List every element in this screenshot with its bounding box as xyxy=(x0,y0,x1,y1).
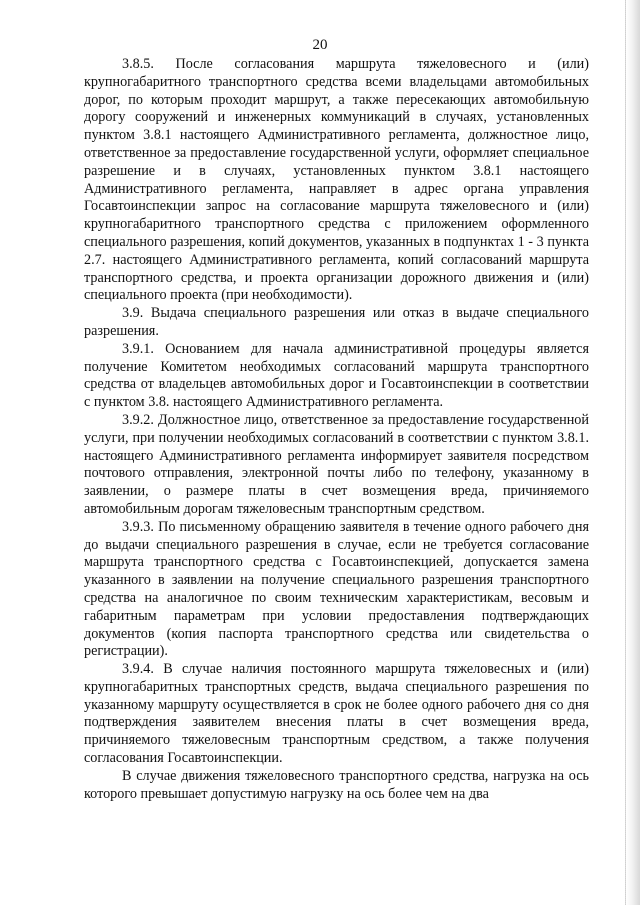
paragraph-3-9-3: 3.9.3. По письменному обращению заявителя в течение одного рабочего дня до выдачи специального разрешения в случае, если не требуется согласование маршрута транспортного средства с Госавтоинспекцией, допускается замена указанного в заявлении на получение специального разрешения транспортного средства на аналогичное по своим техническим характеристикам, весовым и габаритным параметрам при условии предоставления подтверждающих документов (копия паспорта транспортного средства или свидетельства о регистрации). xyxy=(84,518,589,660)
page-number: 20 xyxy=(312,37,328,53)
paragraph-heavy-vehicle: В случае движения тяжеловесного транспортного средства, нагрузка на ось которого превышает допустимую нагрузку на ось более чем на два xyxy=(84,767,589,802)
paragraph-3-8-5: 3.8.5. После согласования маршрута тяжеловесного и (или) крупногабаритного транспортного средства всеми владельцами автомобильных дорог, по которым проходит маршрут, а также пересекающих автомобильную дорогу сооружений и инженерных коммуникаций в случаях, установленных пунктом 3.8.1 настоящего Административного регламента, должностное лицо, ответственное за предоставление государственной услуги, оформляет специальное разрешение и в случаях, установленных пунктом 3.8.1 настоящего Административного регламента, направляет в адрес органа управления Госавтоинспекции запрос на согласование маршрута тяжеловесного и (или) крупногабаритного транспортного средства с приложением оформленного специального разрешения, копий документов, указанных в подпунктах 1 - 3 пункта 2.7. настоящего Административного регламента, копий согласований маршрута транспортного средства, и проекта организации дорожного движения и (или) специального проекта (при необходимости). xyxy=(84,56,589,304)
document-body xyxy=(84,56,589,803)
scan-edge xyxy=(625,0,640,905)
paragraph-3-9-4: 3.9.4. В случае наличия постоянного маршрута тяжеловесных и (или) крупногабаритных транспортных средств, выдача специального разрешения по указанному маршруту осуществляется в срок не более одного рабочего дня со дня подтверждения заявителем внесения платы в счет возмещения вреда, причиняемого тяжеловесным транспортным средством, а также получения согласования Госавтоинспекции. xyxy=(84,661,589,767)
paragraph-3-9-1: 3.9.1. Основанием для начала административной процедуры является получение Комитетом необходимых согласований маршрута транспортного средства от владельцев автомобильных дорог и Госавтоинспекции в соответствии с пунктом 3.8. настоящего Административного регламента. xyxy=(84,340,589,411)
paragraph-3-9: 3.9. Выдача специального разрешения или отказ в выдаче специального разрешения. xyxy=(84,305,589,339)
paragraph-3-9-2: 3.9.2. Должностное лицо, ответственное за предоставление государственной услуги, при получении необходимых согласований в соответствии с пунктом 3.8.1. настоящего Административного регламента информирует заявителя посредством почтового отправления, электронной почты либо по телефону, указанному в заявлении, о размере платы в счет возмещения вреда, причиняемого автомобильным дорогам тяжеловесным транспортным средством. xyxy=(84,411,589,517)
